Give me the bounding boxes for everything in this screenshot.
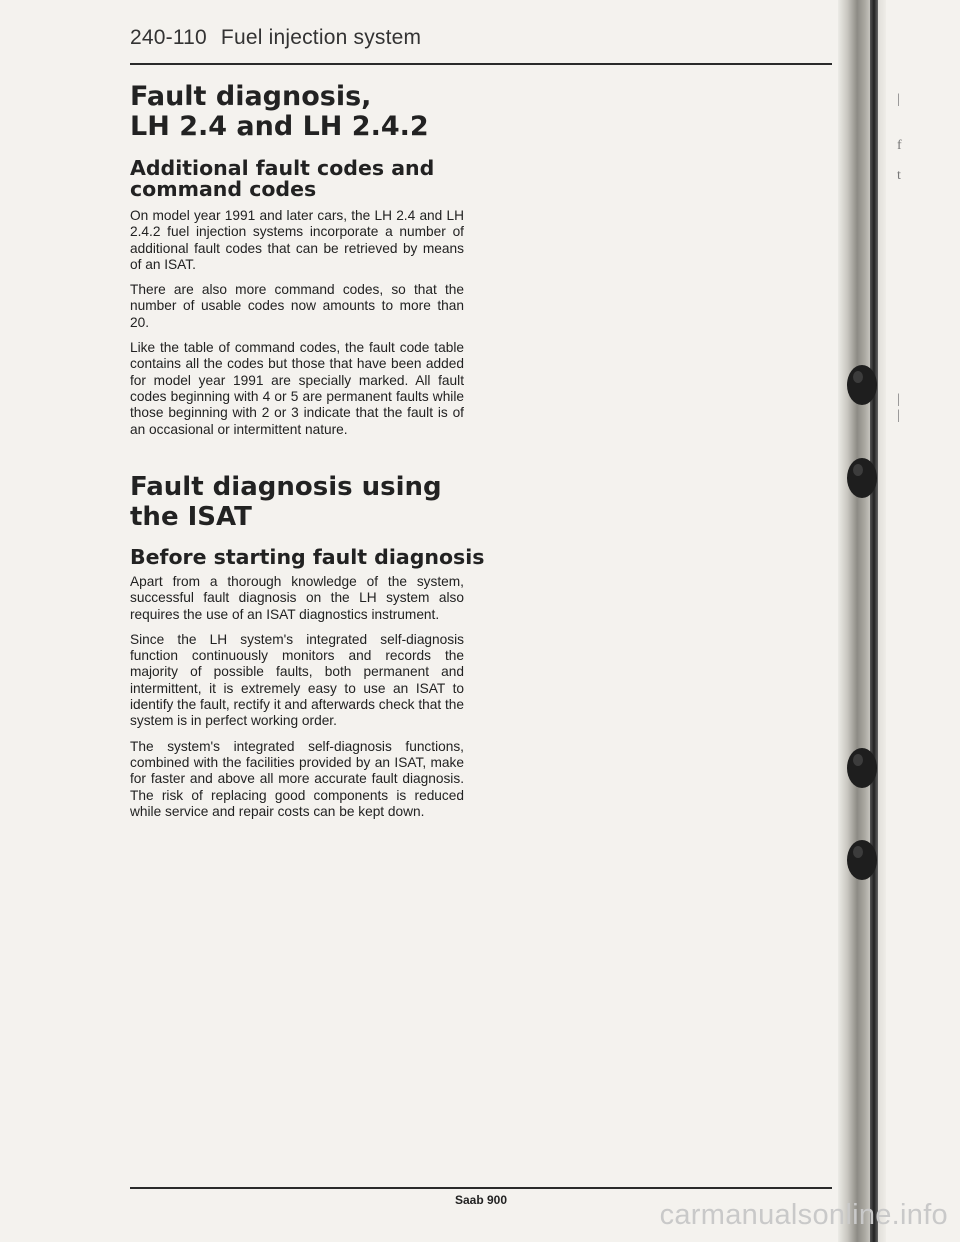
paragraph: Like the table of command codes, the fault code table contains all the codes but those that have been added for model year 1991 are specially marked. All fault codes beginning with 4 or 5 are permanent faults while those beginning with 2 or 3 indicate that the fault is of an occasional or intermittent nature. xyxy=(130,340,464,437)
punch-hole xyxy=(847,748,877,788)
binder-edge xyxy=(838,0,886,1242)
section-number: 240-110 xyxy=(130,26,207,49)
binder-spine xyxy=(870,0,878,1242)
paragraph: On model year 1991 and later cars, the LH 2.4 and LH 2.4.2 fuel injection systems incorporate a number of additional fault codes that can be retrieved by means of an ISAT. xyxy=(130,208,464,272)
subtitle-additional-codes: Additional fault codes and command codes xyxy=(130,156,435,201)
bleed-through-mark: | xyxy=(897,408,900,423)
bleed-through-mark: | xyxy=(897,392,900,407)
main-title xyxy=(130,82,490,142)
section-title-isat: Fault diagnosis using the ISAT xyxy=(130,472,442,532)
paragraph: The system's integrated self-diagnosis functions, combined with the facilities provided by an ISAT, make for faster and above all more accurate fault diagnosis. The risk of replacing good components is reduced while service and repair costs can be kept down. xyxy=(130,738,464,819)
intro-text-block xyxy=(130,208,464,447)
bleed-through-mark: f xyxy=(897,138,902,153)
page-header xyxy=(130,26,421,50)
footer-divider xyxy=(130,1187,832,1189)
paragraph: Apart from a thorough knowledge of the system, successful fault diagnosis on the LH system also requires the use of an ISAT diagnostics instrument. xyxy=(130,574,464,622)
header-divider xyxy=(130,63,832,65)
bleed-through-mark: | xyxy=(897,92,900,107)
page-footer: Saab 900 xyxy=(454,1193,508,1207)
main-title-line2: LH 2.4 and LH 2.4.2 xyxy=(130,111,429,142)
bleed-through-mark: t xyxy=(897,168,901,183)
header-title: Fuel injection system xyxy=(220,26,422,49)
punch-hole xyxy=(847,840,877,880)
punch-hole xyxy=(847,365,877,405)
watermark: carmanualsonline.info xyxy=(659,1199,948,1231)
subtitle-before-starting: Before starting fault diagnosis xyxy=(130,545,485,569)
punch-hole xyxy=(847,458,877,498)
isat-text-block xyxy=(130,574,464,829)
paragraph: There are also more command codes, so that the number of usable codes now amounts to more than 20. xyxy=(130,282,464,330)
main-title-line1: Fault diagnosis, xyxy=(130,81,372,112)
paragraph: Since the LH system's integrated self-diagnosis function continuously monitors and records the majority of possible faults, both permanent and intermittent, it is extremely easy to use an ISAT to identify the fault, rectify it and afterwards check that the system is in perfect working order. xyxy=(130,631,464,729)
